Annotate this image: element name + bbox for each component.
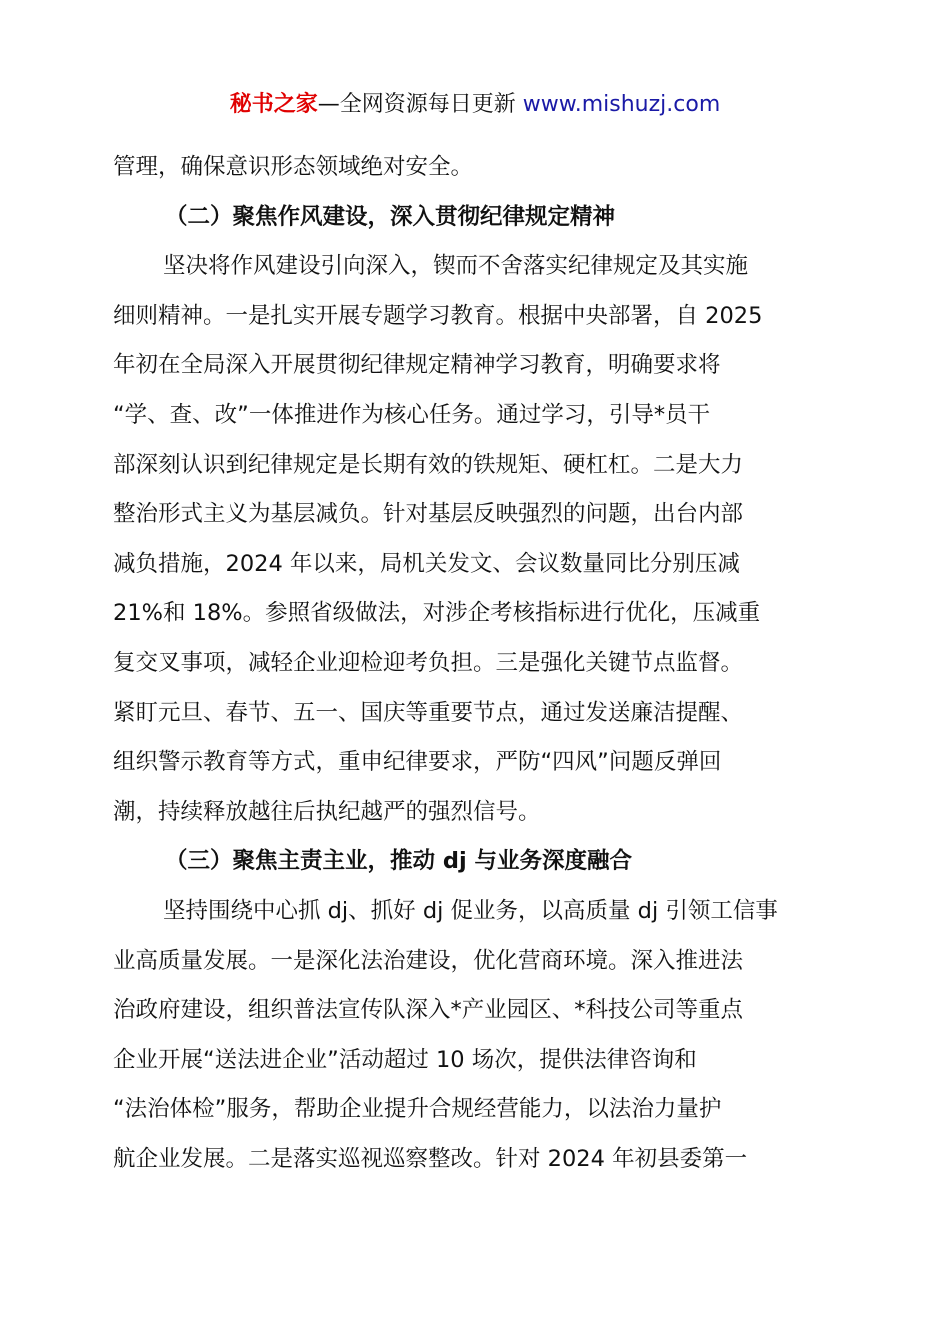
section-heading: （二）聚焦作风建设，深入贯彻纪律规定精神 xyxy=(165,203,616,230)
document-body xyxy=(113,143,837,1184)
paragraph-line: 细则精神。一是扎实开展专题学习教育。根据中央部署，自 2025 xyxy=(113,302,763,329)
paragraph-line: 21%和 18%。参照省级做法，对涉企考核指标进行优化，压减重 xyxy=(113,600,761,627)
paragraph-line: 整治形式主义为基层减负。针对基层反映强烈的问题，出台内部 xyxy=(113,501,744,528)
header-tagline: —全网资源每日更新 xyxy=(317,92,523,117)
paragraph-line: 复交叉事项，减轻企业迎检迎考负担。三是强化关键节点监督。 xyxy=(113,649,744,676)
paragraph-line: 部深刻认识到纪律规定是长期有效的铁规矩、硬杠杠。二是大力 xyxy=(113,451,744,478)
page-header xyxy=(0,88,950,122)
section-heading: （三）聚焦主责主业，推动 dj 与业务深度融合 xyxy=(165,848,632,875)
paragraph-line: 坚决将作风建设引向深入，锲而不舍落实纪律规定及其实施 xyxy=(163,253,749,280)
brand-name: 秘书之家 xyxy=(229,92,318,117)
paragraph-line: 组织警示教育等方式，重申纪律要求，严防“四风”问题反弹回 xyxy=(113,749,722,776)
paragraph-line: “学、查、改”一体推进作为核心任务。通过学习，引导*员干 xyxy=(113,401,711,428)
paragraph-line: 治政府建设，组织普法宣传队深入*产业园区、*科技公司等重点 xyxy=(113,997,744,1024)
paragraph-line: 年初在全局深入开展贯彻纪律规定精神学习教育，明确要求将 xyxy=(113,352,721,379)
site-url-link[interactable]: www.mishuzj.com xyxy=(522,92,721,117)
paragraph-line: 航企业发展。二是落实巡视巡察整改。针对 2024 年初县委第一 xyxy=(113,1145,748,1172)
paragraph-line: 潮，持续释放越往后执纪越严的强烈信号。 xyxy=(113,798,541,825)
paragraph-line: 管理，确保意识形态领域绝对安全。 xyxy=(113,154,474,180)
paragraph-line: 坚持围绕中心抓 dj、抓好 dj 促业务，以高质量 dj 引领工信事 xyxy=(163,897,778,924)
paragraph-line: 企业开展“送法进企业”活动超过 10 场次，提供法律咨询和 xyxy=(113,1046,697,1073)
paragraph-line: 紧盯元旦、春节、五一、国庆等重要节点，通过发送廉洁提醒、 xyxy=(113,699,744,726)
paragraph-line: 业高质量发展。一是深化法治建设，优化营商环境。深入推进法 xyxy=(113,947,744,974)
paragraph-line: “法治体检”服务，帮助企业提升合规经营能力，以法治力量护 xyxy=(113,1096,722,1123)
paragraph-line: 减负措施，2024 年以来，局机关发文、会议数量同比分别压减 xyxy=(113,550,740,577)
